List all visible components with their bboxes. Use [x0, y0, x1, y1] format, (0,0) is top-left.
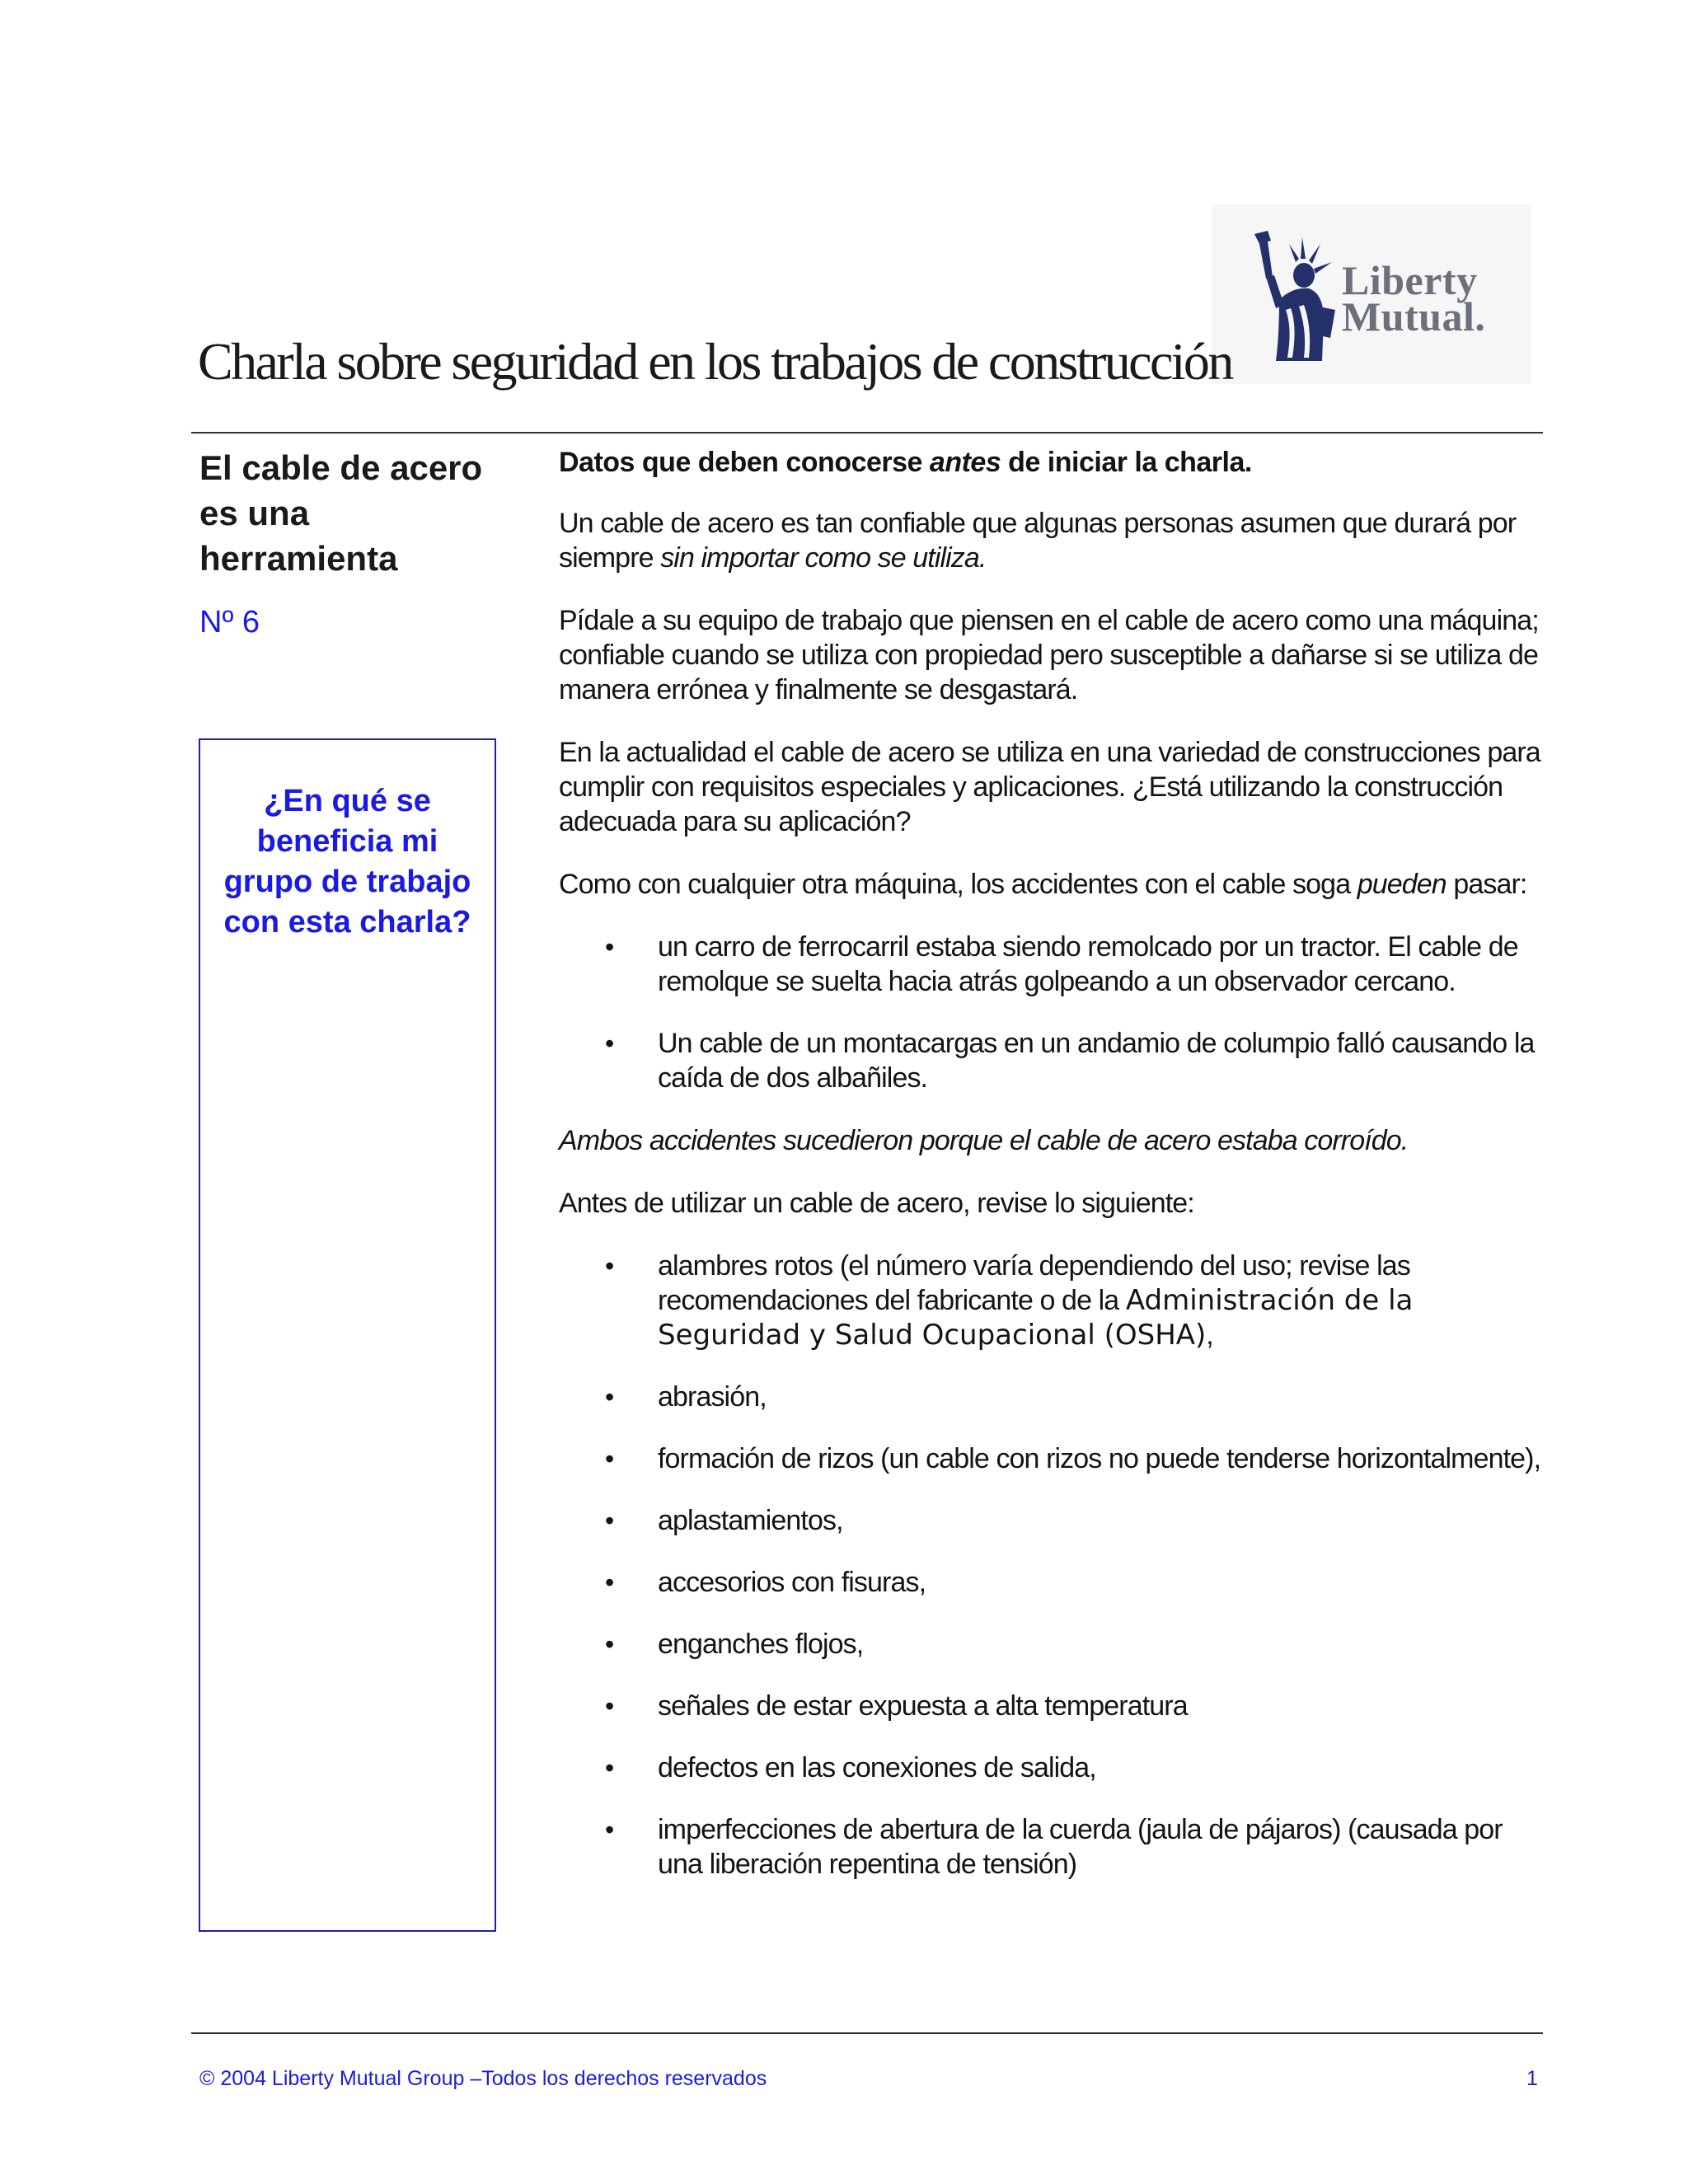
liberty-mutual-logo: [1212, 204, 1531, 384]
list-item: • defectos en las conexiones de salida,: [559, 1750, 1548, 1785]
list-item: • señales de estar expuesta a alta temperatura: [559, 1689, 1548, 1723]
page-number: 1: [1526, 2067, 1538, 2090]
logo-wordmark: [1342, 257, 1486, 340]
list-item: • imperfecciones de abertura de la cuerda (jaula de pájaros) (causada por una liberación repentina de tensión): [559, 1812, 1548, 1882]
issue-number: Nº 6: [199, 605, 260, 640]
intro-text-before: Datos que deben conocerse: [559, 447, 930, 478]
checklist-intro: Antes de utilizar un cable de acero, revise lo siguiente:: [559, 1188, 1194, 1219]
intro-heading: [559, 445, 1548, 480]
statue-of-liberty-icon: [1243, 229, 1340, 366]
list-item: • un carro de ferrocarril estaba siendo remolcado por un tractor. El cable de remolque se suelta hacia atrás golpeando a un observador cercano.: [559, 930, 1548, 999]
paragraph-1-text: Un cable de acero es tan confiable que algunas personas asumen que durará por siempre: [559, 508, 1517, 574]
paragraph-4-text: Como con cualquier otra máquina, los accidentes con el cable soga: [559, 869, 1357, 900]
list-item: • enganches flojos,: [559, 1627, 1548, 1661]
intro-emphasis: antes: [929, 447, 1001, 478]
topic-title: El cable de acero es una herramienta: [199, 448, 483, 578]
footer-divider: [191, 2032, 1543, 2034]
benefit-question: ¿En qué se beneficia mi grupo de trabajo con esta charla?: [223, 784, 471, 940]
page-title: Charla sobre seguridad en los trabajos de construcción: [198, 332, 1232, 391]
list-item: • aplastamientos,: [559, 1503, 1548, 1538]
paragraph-1-emphasis: sin importar como se utiliza.: [660, 542, 987, 574]
paragraph-4-after: pasar:: [1446, 869, 1527, 900]
paragraph-4: [559, 867, 1548, 902]
paragraph-3: En la actualidad el cable de acero se utiliza en una variedad de construcciones para cumplir con requisitos especiales y aplicaciones. ¿Está utilizando la construcción adecuada para su aplicación?: [559, 737, 1540, 837]
paragraph-1: [559, 506, 1548, 575]
osha-agency-name: Administración de la Seguridad y Salud Ocupacional (OSHA): [658, 1284, 1414, 1352]
paragraph-2: Pídale a su equipo de trabajo que piensen en el cable de acero como una máquina; confiable cuando se utiliza con propiedad pero susceptible a dañarse si se utiliza de manera errónea y finalmente se desgastará.: [559, 605, 1539, 705]
checklist-first-text: alambres rotos (el número varía dependiendo del uso; revise las recomendaciones del fabricante o de la: [658, 1250, 1410, 1316]
list-item: • formación de rizos (un cable con rizos no puede tenderse horizontalmente),: [559, 1441, 1548, 1476]
paragraph-4-emphasis: pueden: [1357, 869, 1447, 900]
logo-line-1: Liberty: [1342, 257, 1478, 303]
main-content: [559, 445, 1548, 1910]
header-divider: [191, 432, 1543, 434]
accident-list: [559, 930, 1548, 1095]
list-item: • abrasión,: [559, 1380, 1548, 1414]
checklist-first-after: ,: [1206, 1319, 1213, 1351]
list-item: [559, 1249, 1548, 1352]
intro-text-after: de iniciar la charla.: [1001, 447, 1252, 478]
list-item: • Un cable de un montacargas en un andamio de columpio falló causando la caída de dos albañiles.: [559, 1026, 1548, 1095]
logo-line-2: Mutual.: [1342, 293, 1486, 340]
footer-copyright: © 2004 Liberty Mutual Group –Todos los derechos reservados: [199, 2067, 767, 2090]
accident-conclusion: [559, 1123, 1548, 1158]
inspection-checklist: [559, 1249, 1548, 1882]
benefit-box: [199, 738, 496, 1932]
accident-conclusion-text: Ambos accidentes sucedieron porque el cable de acero estaba corroído.: [559, 1125, 1409, 1156]
list-item: • accesorios con fisuras,: [559, 1565, 1548, 1600]
